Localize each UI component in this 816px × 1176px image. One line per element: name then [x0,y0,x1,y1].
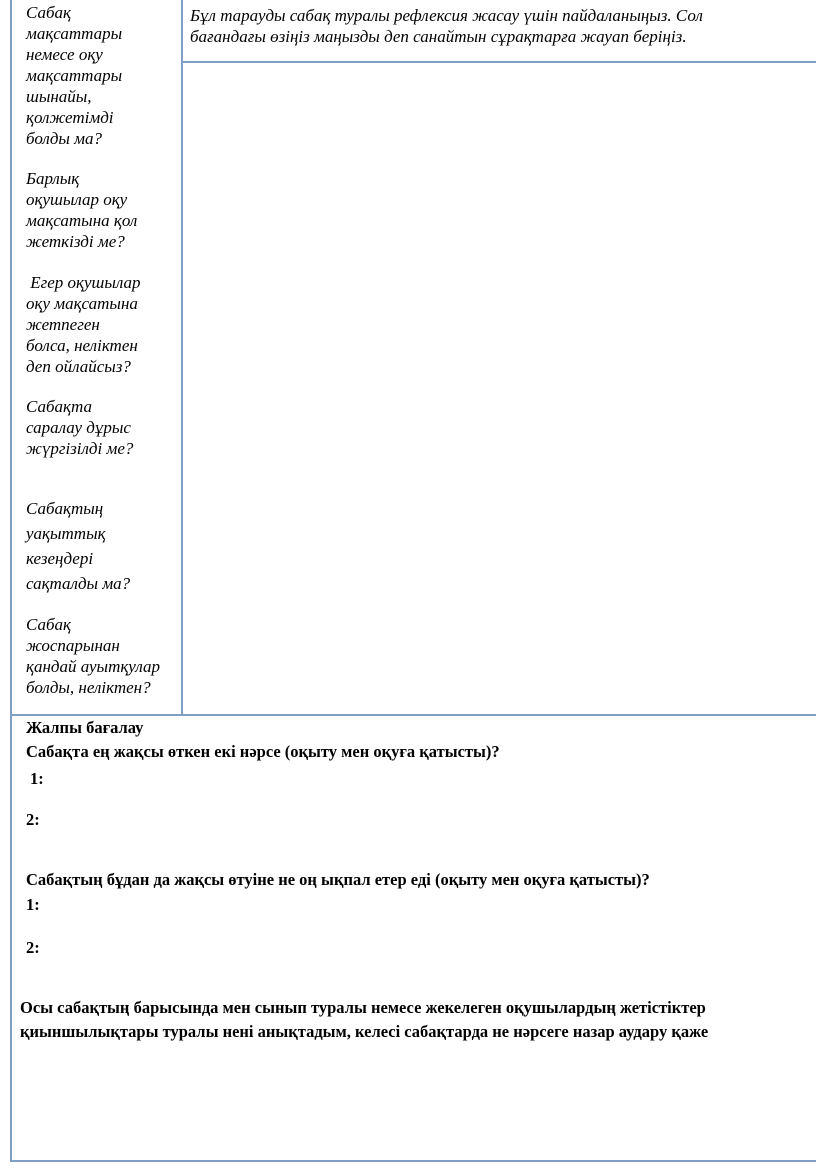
instruction-line-2: бағандағы өзіңіз маңызды деп санайтын сұрақтарға жауап беріңіз. [190,27,687,46]
improvement-item-1: 1: [26,895,40,914]
question-objectives-realistic: Сабақ мақсаттары немесе оқу мақсаттары шынайы, қолжетімді болды ма? [26,3,123,148]
learned-question-line-1: Осы сабақтың барысында мен сынып туралы немесе жекелеген оқушылардың жетістіктер [20,998,706,1017]
question-deviations-from-plan: Сабақ жоспарынан қандай ауытқулар болды, неліктен? [26,615,161,697]
improvement-item-2: 2: [26,938,40,957]
general-assessment-title: Жалпы бағалау [26,718,144,737]
instruction-line-1: Бұл тарауды сабақ туралы рефлексия жасау үшін пайдаланыңыз. Сол [190,6,703,25]
header-row-divider [181,61,816,63]
section-divider [10,714,816,716]
table-left-border [10,0,12,1162]
learned-about-class-question [20,996,708,1044]
instruction-text [190,5,810,47]
question-timing-stages: Сабақтың уақыттық кезеңдері сақталды ма? [26,499,131,593]
question-why-not-achieved: Егер оқушылар оқу мақсатына жетпеген болса, неліктен деп ойлайсыз? [26,273,141,376]
improvement-question: Сабақтың бұдан да жақсы өтуіне не оң ықпал етер еді (оқыту мен оқуға қатысты)? [26,870,650,889]
table-bottom-border [10,1160,816,1162]
best-things-question: Сабақта ең жақсы өткен екі нәрсе (оқыту мен оқуға қатысты)? [26,742,500,761]
best-things-item-1: 1: [30,769,44,788]
question-all-students-achieved: Барлық оқушылар оқу мақсатына қол жеткізді ме? [26,169,138,251]
question-differentiation: Сабақта саралау дұрыс жүргізілді ме? [26,397,134,458]
learned-question-line-2: қиыншылықтары туралы нені анықтадым, келесі сабақтарда не нәрсеге назар аудару қаже [20,1022,709,1041]
best-things-item-2: 2: [26,810,40,829]
